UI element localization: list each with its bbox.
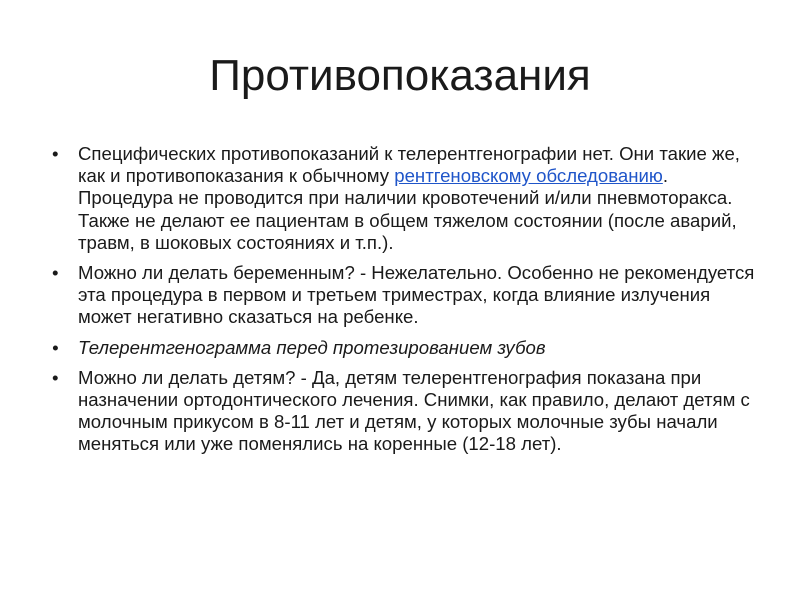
bullet-text-part: Специфических противопоказаний к телерентгенографии нет. Они такие же, как и противопоказания к обычному [78, 143, 740, 187]
bullet-text: Можно ли делать беременным? - Нежелательно. Особенно не рекомендуется эта процедура в первом и третьем триместрах, когда влияние излучения может негативно сказаться на ребенке. [78, 262, 755, 328]
bullet-list [78, 143, 758, 464]
xray-exam-link[interactable]: рентгеновскому обследованию [394, 165, 663, 187]
bullet-item-contraindications [78, 143, 758, 254]
slide-title: Противопоказания [209, 51, 591, 100]
bullet-item-prosthetics [78, 337, 758, 359]
bullet-text: Можно ли делать детям? - Да, детям телерентгенография показана при назначении ортодонтического лечения. Снимки, как правило, делают детям с молочным прикусом в 8-11 лет и детям, у которых молочные зубы начали меняться или уже поменялись на коренные (12-18 лет). [78, 366, 750, 455]
bullet-item-pregnancy [78, 262, 758, 329]
bullet-item-children [78, 367, 758, 456]
bullet-text-part: . Процедура не проводится при наличии кровотечений и/или пневмоторакса. Также не делают ее пациентам в общем тяжелом состоянии (после аварий, травм, в шоковых состояниях и т.п.). [78, 165, 737, 253]
bullet-text: Телерентгенограмма перед протезированием зубов [78, 336, 546, 358]
